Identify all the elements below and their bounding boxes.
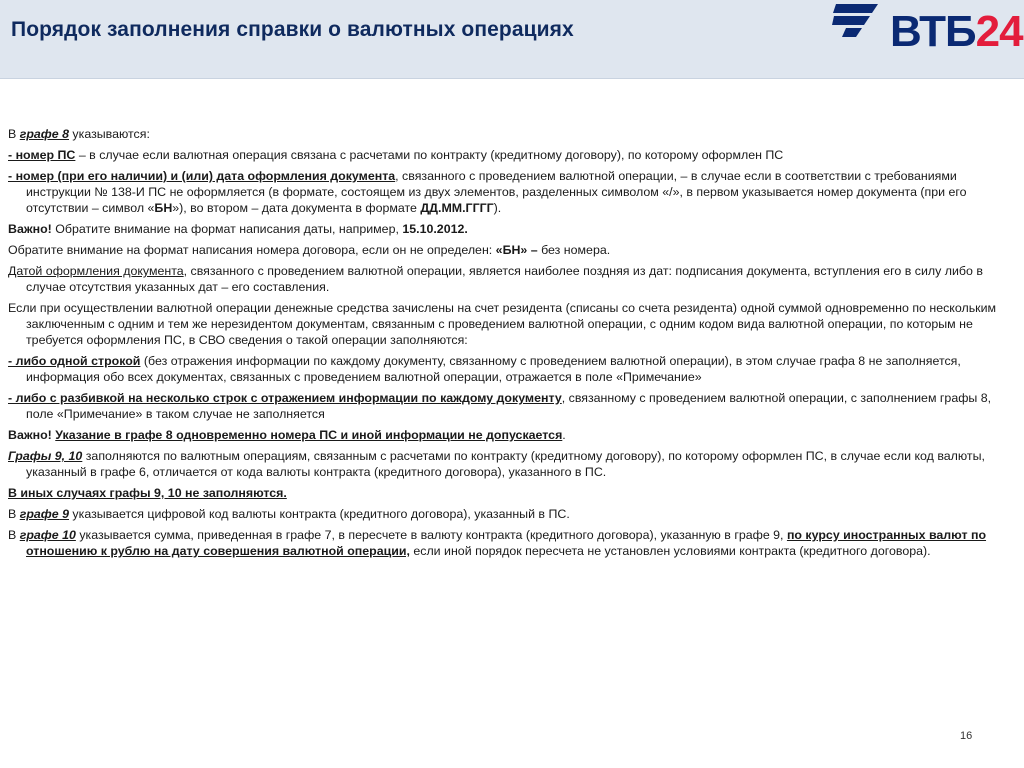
text-run: 15.10.2012.	[402, 222, 468, 236]
text-run: В	[8, 507, 20, 521]
text-run: указываются:	[68, 127, 150, 141]
text-run: указывается сумма, приведенная в графе 7, в пересчете в валюту контракта (кредитного договора), указанную в графе 9,	[75, 528, 787, 542]
text-run: указывается цифровой код валюты контракта (кредитного договора), указанный в ПС.	[68, 507, 570, 521]
text-run: (без отражения информации по каждому документу, связанному с проведением валютной операции), в этом случае графа 8 не заполняется, информация обо всех документах, связанных с проведением валютной операции, отражается в поле «Примечание»	[26, 354, 961, 384]
text-run: БН	[154, 201, 173, 215]
body-paragraph	[8, 242, 1014, 258]
text-run: Важно!	[8, 222, 52, 236]
logo-wordmark	[890, 7, 1023, 57]
body-paragraph	[8, 300, 1014, 348]
text-run: Обратите внимание на формат написания даты, например,	[51, 222, 403, 236]
slide-body	[8, 126, 1014, 564]
text-run: В иных случаях графы 9, 10 не заполняются.	[8, 486, 287, 500]
text-run: – в случае если валютная операция связана с расчетами по контракту (кредитному договору), по которому оформлен ПС	[75, 148, 784, 162]
text-run: графе 8	[19, 127, 69, 141]
body-paragraph	[8, 527, 1014, 559]
text-run: без номера.	[537, 243, 611, 257]
body-paragraph	[8, 263, 1014, 295]
text-run: В	[8, 127, 20, 141]
vtb24-logo	[832, 2, 1022, 58]
text-run: Датой оформления документа	[8, 264, 184, 278]
text-run: Графы 9, 10	[8, 449, 83, 463]
text-run: по курсу иностранных валют по отношению к рублю на дату совершения валютной операции,	[26, 528, 987, 558]
body-paragraph	[8, 506, 1014, 522]
text-run: заполняются по валютным операциям, связанным с расчетами по контракту (кредитному договору), по которому оформлен ПС, в случае если код валюты, указанный в графе 6, отличается от кода валюты контракта (кредитного договора), указанного в ПС.	[26, 449, 985, 479]
text-run: графе 9	[19, 507, 69, 521]
text-run: , связанному с проведением валютной операции, с заполнением графы 8, поле «Примечание» в таком случае не заполняется	[26, 391, 992, 421]
text-run: - номер (при его наличии) и (или) дата оформления документа	[8, 169, 396, 183]
text-run: ).	[493, 201, 502, 215]
body-paragraph	[8, 168, 1014, 216]
slide-header	[0, 0, 1024, 79]
text-run: В	[8, 528, 20, 542]
logo-text-vtb: ВТБ	[890, 7, 976, 56]
vtb-flag-icon	[832, 2, 884, 44]
text-run: , связанного с проведением валютной операции, – в случае если в соответствии с требованиями инструкции № 138-И ПС не оформляется (в формате, состоящем из двух элементов, разделенных символом «/», в первом указывается номер документа (при его отсутствии – символ «	[26, 169, 967, 215]
text-run: Обратите внимание на формат написания номера договора, если он не определен:	[8, 243, 496, 257]
body-paragraph	[8, 448, 1014, 480]
page-number: 16	[960, 730, 973, 742]
body-paragraph	[8, 427, 1014, 443]
logo-text-24: 24	[975, 7, 1023, 56]
text-run: ДД.ММ.ГГГГ	[420, 201, 494, 215]
text-run: - либо одной строкой	[8, 354, 141, 368]
body-paragraph	[8, 221, 1014, 237]
body-paragraph	[8, 126, 1014, 142]
text-run: «БН» –	[495, 243, 538, 257]
text-run: Если при осуществлении валютной операции денежные средства зачислены на счет резидента (списаны со счета резидента) одной суммой одновременно по нескольким заключенным с одним и тем же нерезидентом документам, связанным с проведением валютной операции, с одним кодом вида валютной операции, по которым не требуется оформления ПС, в СВО сведения о такой операции заполняются:	[8, 301, 997, 347]
body-paragraph	[8, 390, 1014, 422]
text-run: графе 10	[19, 528, 76, 542]
body-paragraph	[8, 353, 1014, 385]
text-run: »), во втором – дата документа в формате	[172, 201, 421, 215]
body-paragraph	[8, 147, 1014, 163]
text-run: Важно!	[8, 428, 52, 442]
text-run: - либо с разбивкой на несколько строк с отражением информации по каждому документу	[8, 391, 562, 405]
text-run: - номер ПС	[8, 148, 76, 162]
text-run: .	[562, 428, 566, 442]
slide-title: Порядок заполнения справки о валютных операциях	[11, 18, 574, 41]
text-run: , связанного с проведением валютной операции, является наиболее поздняя из дат: подписания документа, вступления его в силу либо в случае отсутствия указанных дат – его составления.	[26, 264, 983, 294]
text-run: если иной порядок пересчета не установлен условиями контракта (кредитного договора).	[409, 544, 931, 558]
body-paragraph	[8, 485, 1014, 501]
text-run: Указание в графе 8 одновременно номера ПС и иной информации не допускается	[55, 428, 563, 442]
